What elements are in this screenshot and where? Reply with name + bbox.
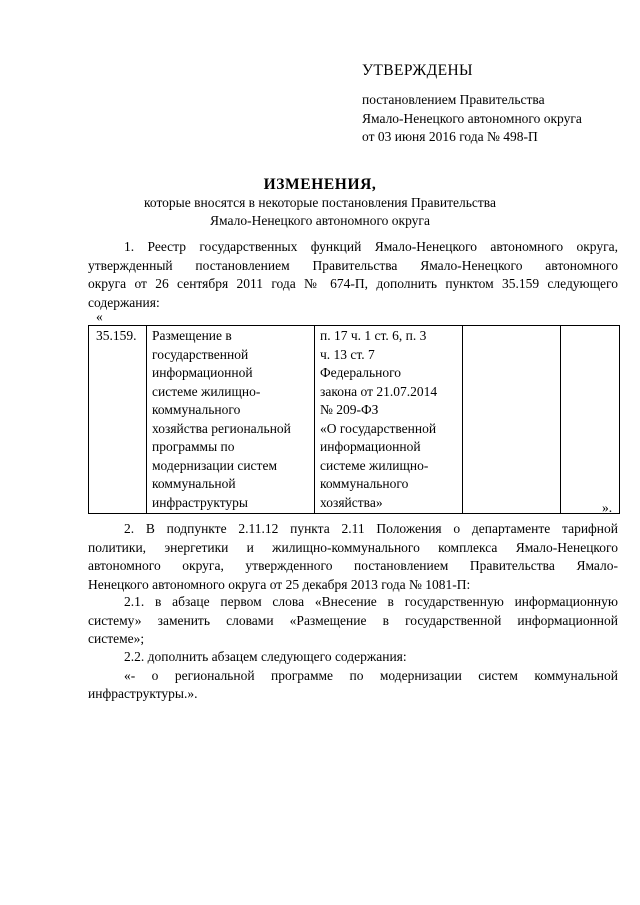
empty-cell	[561, 326, 620, 514]
approval-line: постановлением Правительства	[362, 92, 545, 107]
paragraph-line: инфраструктуры.».	[88, 686, 198, 701]
paragraph-line: систему» заменить словами «Размещение в государственной информационной	[88, 612, 618, 628]
document-title: ИЗМЕНЕНИЯ,	[263, 176, 377, 193]
paragraph-line: 1. Реестр государственных функций Ямало-Ненецкого автономного округа,	[124, 239, 618, 254]
subtitle-line: которые вносятся в некоторые постановления Правительства	[144, 195, 496, 210]
paragraph-line: 2. В подпункте 2.11.12 пункта 2.11 Положения о департаменте тарифной	[124, 521, 618, 536]
paragraph-line: Ненецкого автономного округа от 25 декабря 2013 года № 1081-П:	[88, 576, 471, 592]
paragraph-line: содержания:	[88, 294, 160, 310]
paragraph-line: 2.2. дополнить абзацем следующего содержания:	[124, 649, 407, 664]
empty-cell	[463, 326, 561, 514]
item-2-1-paragraph	[88, 593, 618, 649]
approval-line: Ямало-Ненецкого автономного округа	[362, 110, 582, 126]
item-2-paragraph	[88, 520, 618, 594]
quote-close-mark: ».	[602, 500, 613, 515]
approved-heading: УТВЕРЖДЕНЫ	[362, 62, 473, 79]
paragraph-line: политики, энергетики и жилищно-коммунального комплекса Ямало-Ненецкого	[88, 539, 618, 555]
item-2-2-paragraph	[88, 648, 618, 704]
approval-details	[362, 91, 582, 147]
paragraph-line: 2.1. в абзаце первом слова «Внесение в государственную информационную	[124, 594, 618, 609]
quote-open-mark: «	[96, 309, 103, 324]
function-name-cell: Размещение в государственной информационной системе жилищно- коммунального хозяйства региональной программы по модернизации систем коммунальной инфраструктуры	[147, 326, 315, 514]
paragraph-line: автономного округа, утвержденного постановлением Правительства Ямало-	[88, 558, 618, 573]
paragraph-line: системе»;	[88, 631, 145, 646]
document-subtitle	[0, 194, 640, 230]
paragraph-line: «- о региональной программе по модернизации систем коммунальной	[124, 667, 618, 683]
paragraph-line: округа от 26 сентября 2011 года № 674-П, дополнить пунктом 35.159 следующего	[88, 276, 618, 291]
paragraph-line: утвержденный постановлением Правительства Ямало-Ненецкого автономного	[88, 257, 618, 273]
registry-table	[88, 325, 620, 514]
row-number-cell: 35.159.	[89, 326, 147, 514]
item-1-paragraph	[88, 238, 618, 312]
approval-line: от 03 июня 2016 года № 498-П	[362, 129, 538, 144]
table-row	[89, 326, 620, 514]
subtitle-line: Ямало-Ненецкого автономного округа	[210, 213, 430, 228]
legal-basis-cell: п. 17 ч. 1 ст. 6, п. 3 ч. 13 ст. 7 Федерального закона от 21.07.2014 № 209-ФЗ «О государственной информационной системе жилищно- коммунального хозяйства»	[315, 326, 463, 514]
